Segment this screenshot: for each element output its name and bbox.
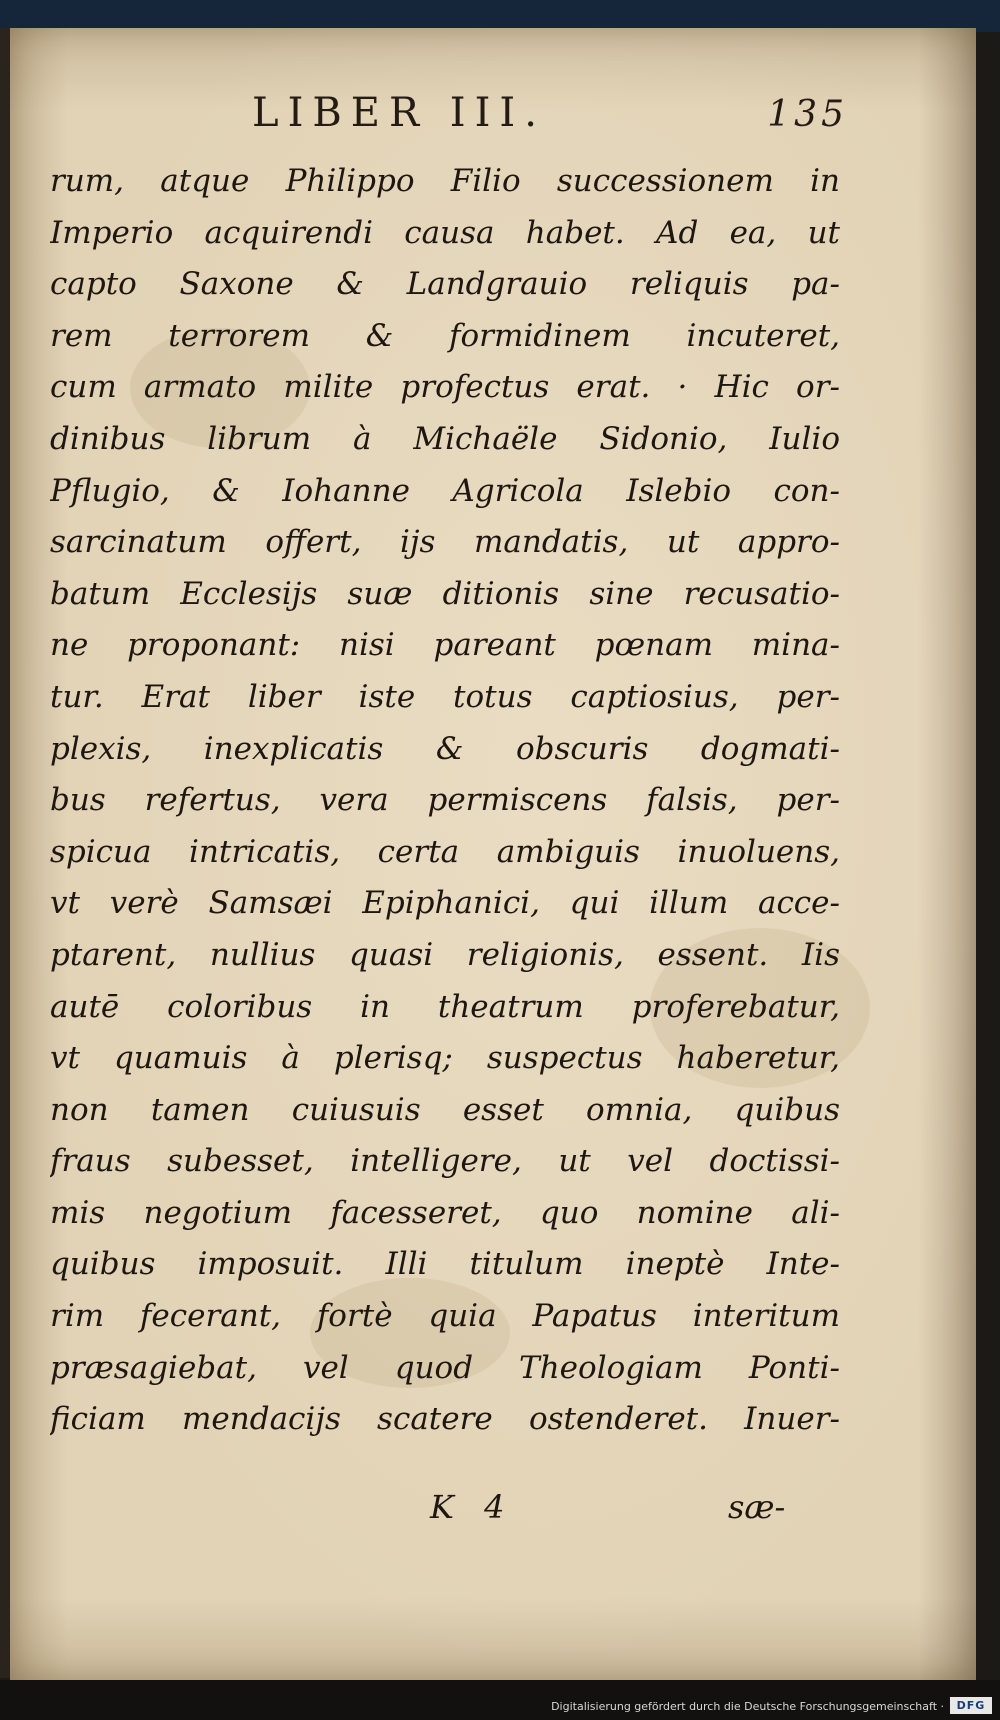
- body-text: [50, 156, 840, 1446]
- page-header: [10, 90, 976, 150]
- text-line: rim fecerant, fortè quia Papatus interitum: [50, 1298, 840, 1335]
- text-line: bus refertus, vera permiscens falsis, per-: [50, 782, 840, 819]
- running-head: LIBER III.: [252, 90, 546, 136]
- text-line: rem terrorem & formidinem incuteret,: [50, 317, 840, 354]
- text-line: præsagiebat, vel quod Theologiam Ponti-: [50, 1349, 840, 1386]
- text-line: autē coloribus in theatrum proferebatur,: [50, 988, 840, 1025]
- signature-mark: K 4: [430, 1488, 515, 1526]
- text-line: fraus subesset, intelligere, ut vel doctissi-: [50, 1143, 840, 1180]
- text-line: tur. Erat liber iste totus captiosius, per-: [50, 678, 840, 715]
- text-line: rum, atque Philippo Filio successionem in: [50, 163, 840, 199]
- text-line: non tamen cuiusuis esset omnia, quibus: [50, 1091, 840, 1128]
- catchword: sæ-: [728, 1488, 786, 1526]
- text-line: ficiam mendacijs scatere ostenderet. Inuer-: [50, 1401, 840, 1438]
- text-line: sarcinatum offert, ijs mandatis, ut appro-: [50, 524, 840, 561]
- text-line: vt quamuis à plerisq; suspectus haberetur,: [50, 1040, 840, 1077]
- text-line: spicua intricatis, certa ambiguis inuoluens,: [50, 833, 840, 870]
- text-line: vt verè Samsæi Epiphanici, qui illum acce-: [50, 885, 840, 922]
- text-line: mis negotium facesseret, quo nomine ali-: [50, 1194, 840, 1231]
- dfg-logo-icon: DFG: [950, 1697, 992, 1714]
- text-line: Imperio acquirendi causa habet. Ad ea, ut: [50, 214, 840, 251]
- page-number: 135: [767, 94, 848, 135]
- text-line: ne proponant: nisi pareant pœnam mina-: [50, 627, 840, 664]
- text-line: Pflugio, & Iohanne Agricola Islebio con-: [50, 472, 840, 509]
- text-line: cum armato milite profectus erat. · Hic or-: [50, 369, 840, 406]
- text-line: plexis, inexplicatis & obscuris dogmati-: [50, 730, 840, 767]
- page-footer: [10, 1488, 976, 1548]
- text-line: ptarent, nullius quasi religionis, essent. Iis: [50, 936, 840, 973]
- digitization-credit: Digitalisierung gefördert durch die Deutsche Forschungsgemeinschaft ·: [551, 1700, 944, 1713]
- text-line: batum Ecclesijs suæ ditionis sine recusatio-: [50, 575, 840, 612]
- text-line: dinibus librum à Michaële Sidonio, Iulio: [50, 420, 840, 457]
- text-line: capto Saxone & Landgrauio reliquis pa-: [50, 266, 840, 303]
- text-line: quibus imposuit. Illi titulum ineptè Inte-: [50, 1246, 840, 1283]
- book-page: [10, 28, 976, 1680]
